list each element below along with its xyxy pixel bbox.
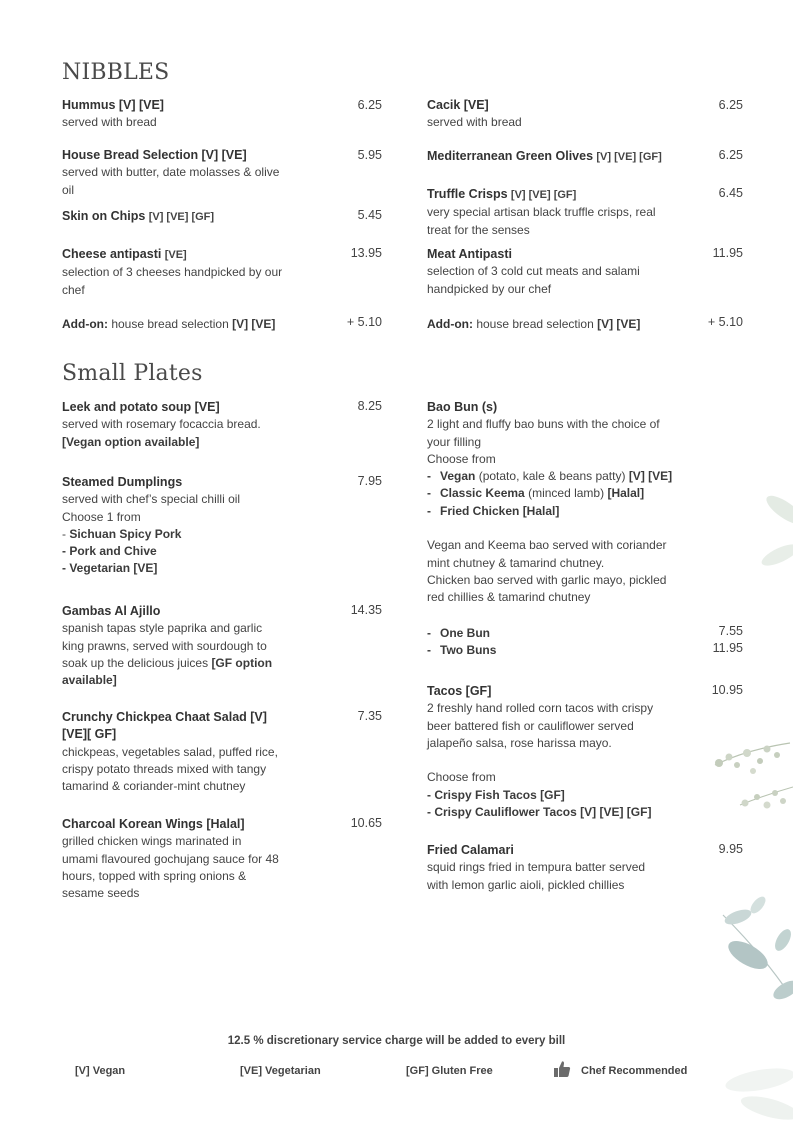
item-description: soak up the delicious juices [62, 655, 209, 670]
option-dash: - [427, 626, 431, 640]
item-description: Vegan and Keema bao served with coriander [427, 538, 667, 553]
thumbs-up-icon [553, 1060, 571, 1078]
option-dash: - [427, 486, 431, 501]
option-detail: (minced lamb) [528, 486, 605, 501]
menu-item-leek-soup [62, 399, 332, 451]
item-price: 7.95 [357, 474, 382, 488]
item-price: + 5.10 [346, 315, 382, 329]
leaf-decoration-middle [705, 735, 793, 825]
item-description: beer battered fish or cauliflower served [427, 718, 634, 733]
item-name: Mediterranean Green Olives [427, 149, 594, 163]
option-tags: [Halal] [607, 486, 645, 501]
item-name: [VE][ GF] [62, 727, 117, 742]
item-name: Skin on Chips [62, 209, 146, 223]
addon-right [427, 316, 707, 333]
item-name: Hummus [62, 98, 116, 112]
option-tags: [V] [VE] [628, 469, 673, 484]
item-description: selection of 3 cheeses handpicked by our [62, 265, 283, 280]
option-dash: - [427, 503, 431, 518]
menu-item-truffle-crisps [427, 186, 697, 239]
menu-item-korean-wings [62, 816, 332, 902]
item-name: Charcoal Korean Wings [Halal] [62, 817, 245, 831]
item-price: 9.95 [718, 842, 743, 856]
menu-item-hummus [62, 97, 332, 132]
option: Fried Chicken [Halal] [440, 503, 560, 518]
item-description: king prawns, served with sourdough to [62, 638, 267, 653]
item-tags: [V] [VE] [GF] [510, 189, 577, 201]
menu-item-meat-antipasti [427, 246, 697, 298]
item-name: Cacik [427, 98, 461, 112]
bao-portion-one [427, 625, 627, 642]
addon-label: Add-on: [427, 317, 473, 331]
leaf-decoration-corner [700, 1050, 793, 1122]
addon-text: house bread selection [476, 317, 594, 331]
menu-item-olives [427, 148, 707, 166]
item-description: squid rings fried in tempura batter served [427, 860, 646, 875]
portion-label: Two Buns [440, 643, 497, 657]
addon-label: Add-on: [62, 317, 108, 331]
item-description: Choose from [427, 451, 496, 466]
item-description: served with rosemary focaccia bread. [62, 417, 261, 432]
item-name: Truffle Crisps [427, 187, 508, 201]
item-price: 11.95 [712, 641, 743, 655]
menu-item-cacik [427, 97, 697, 132]
item-tags: [VE] [164, 249, 187, 261]
item-description: 2 freshly hand rolled corn tacos with crispy [427, 701, 654, 716]
item-description: Choose 1 from [62, 509, 141, 524]
item-description: umami flavoured gochujang sauce for 48 [62, 851, 279, 866]
item-name: Crunchy Chickpea Chaat Salad [V] [62, 710, 267, 724]
item-price: 10.95 [711, 683, 743, 697]
menu-item-cheese-antipasti [62, 246, 332, 299]
menu-item-steamed-dumplings [62, 474, 332, 578]
legend-gluten-free: [GF] Gluten Free [406, 1065, 493, 1077]
addon-left [62, 316, 342, 333]
portion-label: One Bun [440, 626, 490, 640]
bao-portion-two [427, 642, 627, 659]
item-price: 5.95 [357, 148, 382, 162]
item-description: selection of 3 cold cut meats and salami [427, 264, 640, 279]
item-tags: [VE] [463, 98, 489, 112]
option: - Vegetarian [VE] [62, 561, 158, 576]
option: - Crispy Cauliflower Tacos [V] [VE] [GF] [427, 805, 652, 820]
item-description: served with bread [62, 115, 157, 130]
section-title-nibbles: NIBBLES [62, 60, 170, 85]
item-tags: [V] [VE] [201, 148, 247, 162]
option: - Crispy Fish Tacos [GF] [427, 787, 565, 802]
item-note: [Vegan option available] [62, 434, 200, 449]
item-description: served with bread [427, 115, 522, 130]
item-name: Tacos [GF] [427, 684, 492, 698]
legend-vegan: [V] Vegan [75, 1065, 126, 1077]
item-description: Choose from [427, 770, 496, 785]
item-name: Leek and potato soup [VE] [62, 400, 220, 414]
item-price: 6.45 [718, 186, 743, 200]
item-price: 6.25 [718, 148, 743, 162]
item-description: your filling [427, 434, 482, 449]
option-dash: - [62, 526, 70, 541]
item-tags: [V] [VE] [GF] [148, 211, 215, 223]
option: Sichuan Spicy Pork [69, 526, 182, 541]
addon-text: house bread selection [111, 317, 229, 331]
item-description: crispy potato threads mixed with tangy [62, 761, 267, 776]
item-note: [GF option [211, 655, 273, 670]
option: - Pork and Chive [62, 544, 157, 559]
option-dash: - [427, 469, 431, 484]
item-name: Fried Calamari [427, 843, 514, 857]
addon-tags: [V] [VE] [597, 317, 641, 331]
item-name: Cheese antipasti [62, 247, 162, 261]
option: Vegan [440, 469, 476, 484]
item-tags: [V] [VE] [118, 98, 164, 112]
item-price: 11.95 [712, 246, 743, 260]
legend-chef-recommended: Chef Recommended [581, 1065, 688, 1077]
item-name: Bao Bun (s) [427, 400, 498, 414]
menu-item-chips [62, 208, 332, 226]
item-name: Gambas Al Ajillo [62, 604, 161, 618]
item-description: jalapeño salsa, rose harissa mayo. [427, 735, 612, 750]
item-description: served with butter, date molasses & olive [62, 165, 280, 180]
service-charge-note: 12.5 % discretionary service charge will be added to every bill [227, 1035, 566, 1047]
item-price: 6.25 [357, 98, 382, 112]
item-description: chef [62, 282, 85, 297]
menu-item-house-bread [62, 147, 332, 199]
item-description: red chillies & tamarind chutney [427, 590, 591, 605]
item-description: oil [62, 182, 75, 197]
item-description: 2 light and fluffy bao buns with the choice of [427, 417, 660, 432]
item-tags: [V] [VE] [GF] [596, 151, 662, 163]
item-name: Steamed Dumplings [62, 475, 183, 489]
item-price: 5.45 [357, 208, 382, 222]
item-price: + 5.10 [707, 315, 743, 329]
item-description: very special artisan black truffle crisps, real [427, 205, 656, 220]
item-price: 7.35 [357, 709, 382, 723]
addon-tags: [V] [VE] [232, 317, 276, 331]
item-description: sesame seeds [62, 886, 140, 901]
item-description: grilled chicken wings marinated in [62, 834, 242, 849]
menu-item-gambas [62, 603, 332, 689]
leaf-decoration-top [740, 480, 793, 600]
item-description: with lemon garlic aioli, pickled chillies [427, 877, 625, 892]
item-price: 8.25 [357, 399, 382, 413]
legend-vegetarian: [VE] Vegetarian [240, 1065, 321, 1077]
menu-item-tacos [427, 683, 707, 821]
option-detail: (potato, kale & beans patty) [478, 469, 626, 484]
menu-item-chaat-salad [62, 709, 332, 795]
section-title-small-plates: Small Plates [62, 361, 203, 386]
item-price: 14.35 [350, 603, 382, 617]
item-description: Chicken bao served with garlic mayo, pickled [427, 572, 667, 587]
item-description: spanish tapas style paprika and garlic [62, 621, 263, 636]
item-description: tamarind & coriander-mint chutney [62, 779, 246, 794]
option-dash: - [427, 643, 431, 657]
item-name: House Bread Selection [62, 148, 199, 162]
item-description: handpicked by our chef [427, 281, 552, 296]
leaf-decoration-bottom [718, 895, 793, 1015]
option: Classic Keema [440, 486, 525, 501]
item-description: hours, topped with spring onions & [62, 868, 247, 883]
item-name: Meat Antipasti [427, 247, 512, 261]
item-description: chickpeas, vegetables salad, puffed rice, [62, 744, 278, 759]
item-price: 10.65 [350, 816, 382, 830]
item-description: mint chutney & tamarind chutney. [427, 555, 605, 570]
item-price: 13.95 [350, 246, 382, 260]
item-price: 7.55 [718, 624, 743, 638]
item-price: 6.25 [718, 98, 743, 112]
item-description: served with chef’s special chilli oil [62, 492, 241, 507]
item-note: available] [62, 673, 117, 688]
menu-item-bao-bun [427, 399, 697, 607]
item-description: treat for the senses [427, 222, 530, 237]
menu-item-fried-calamari [427, 842, 697, 894]
